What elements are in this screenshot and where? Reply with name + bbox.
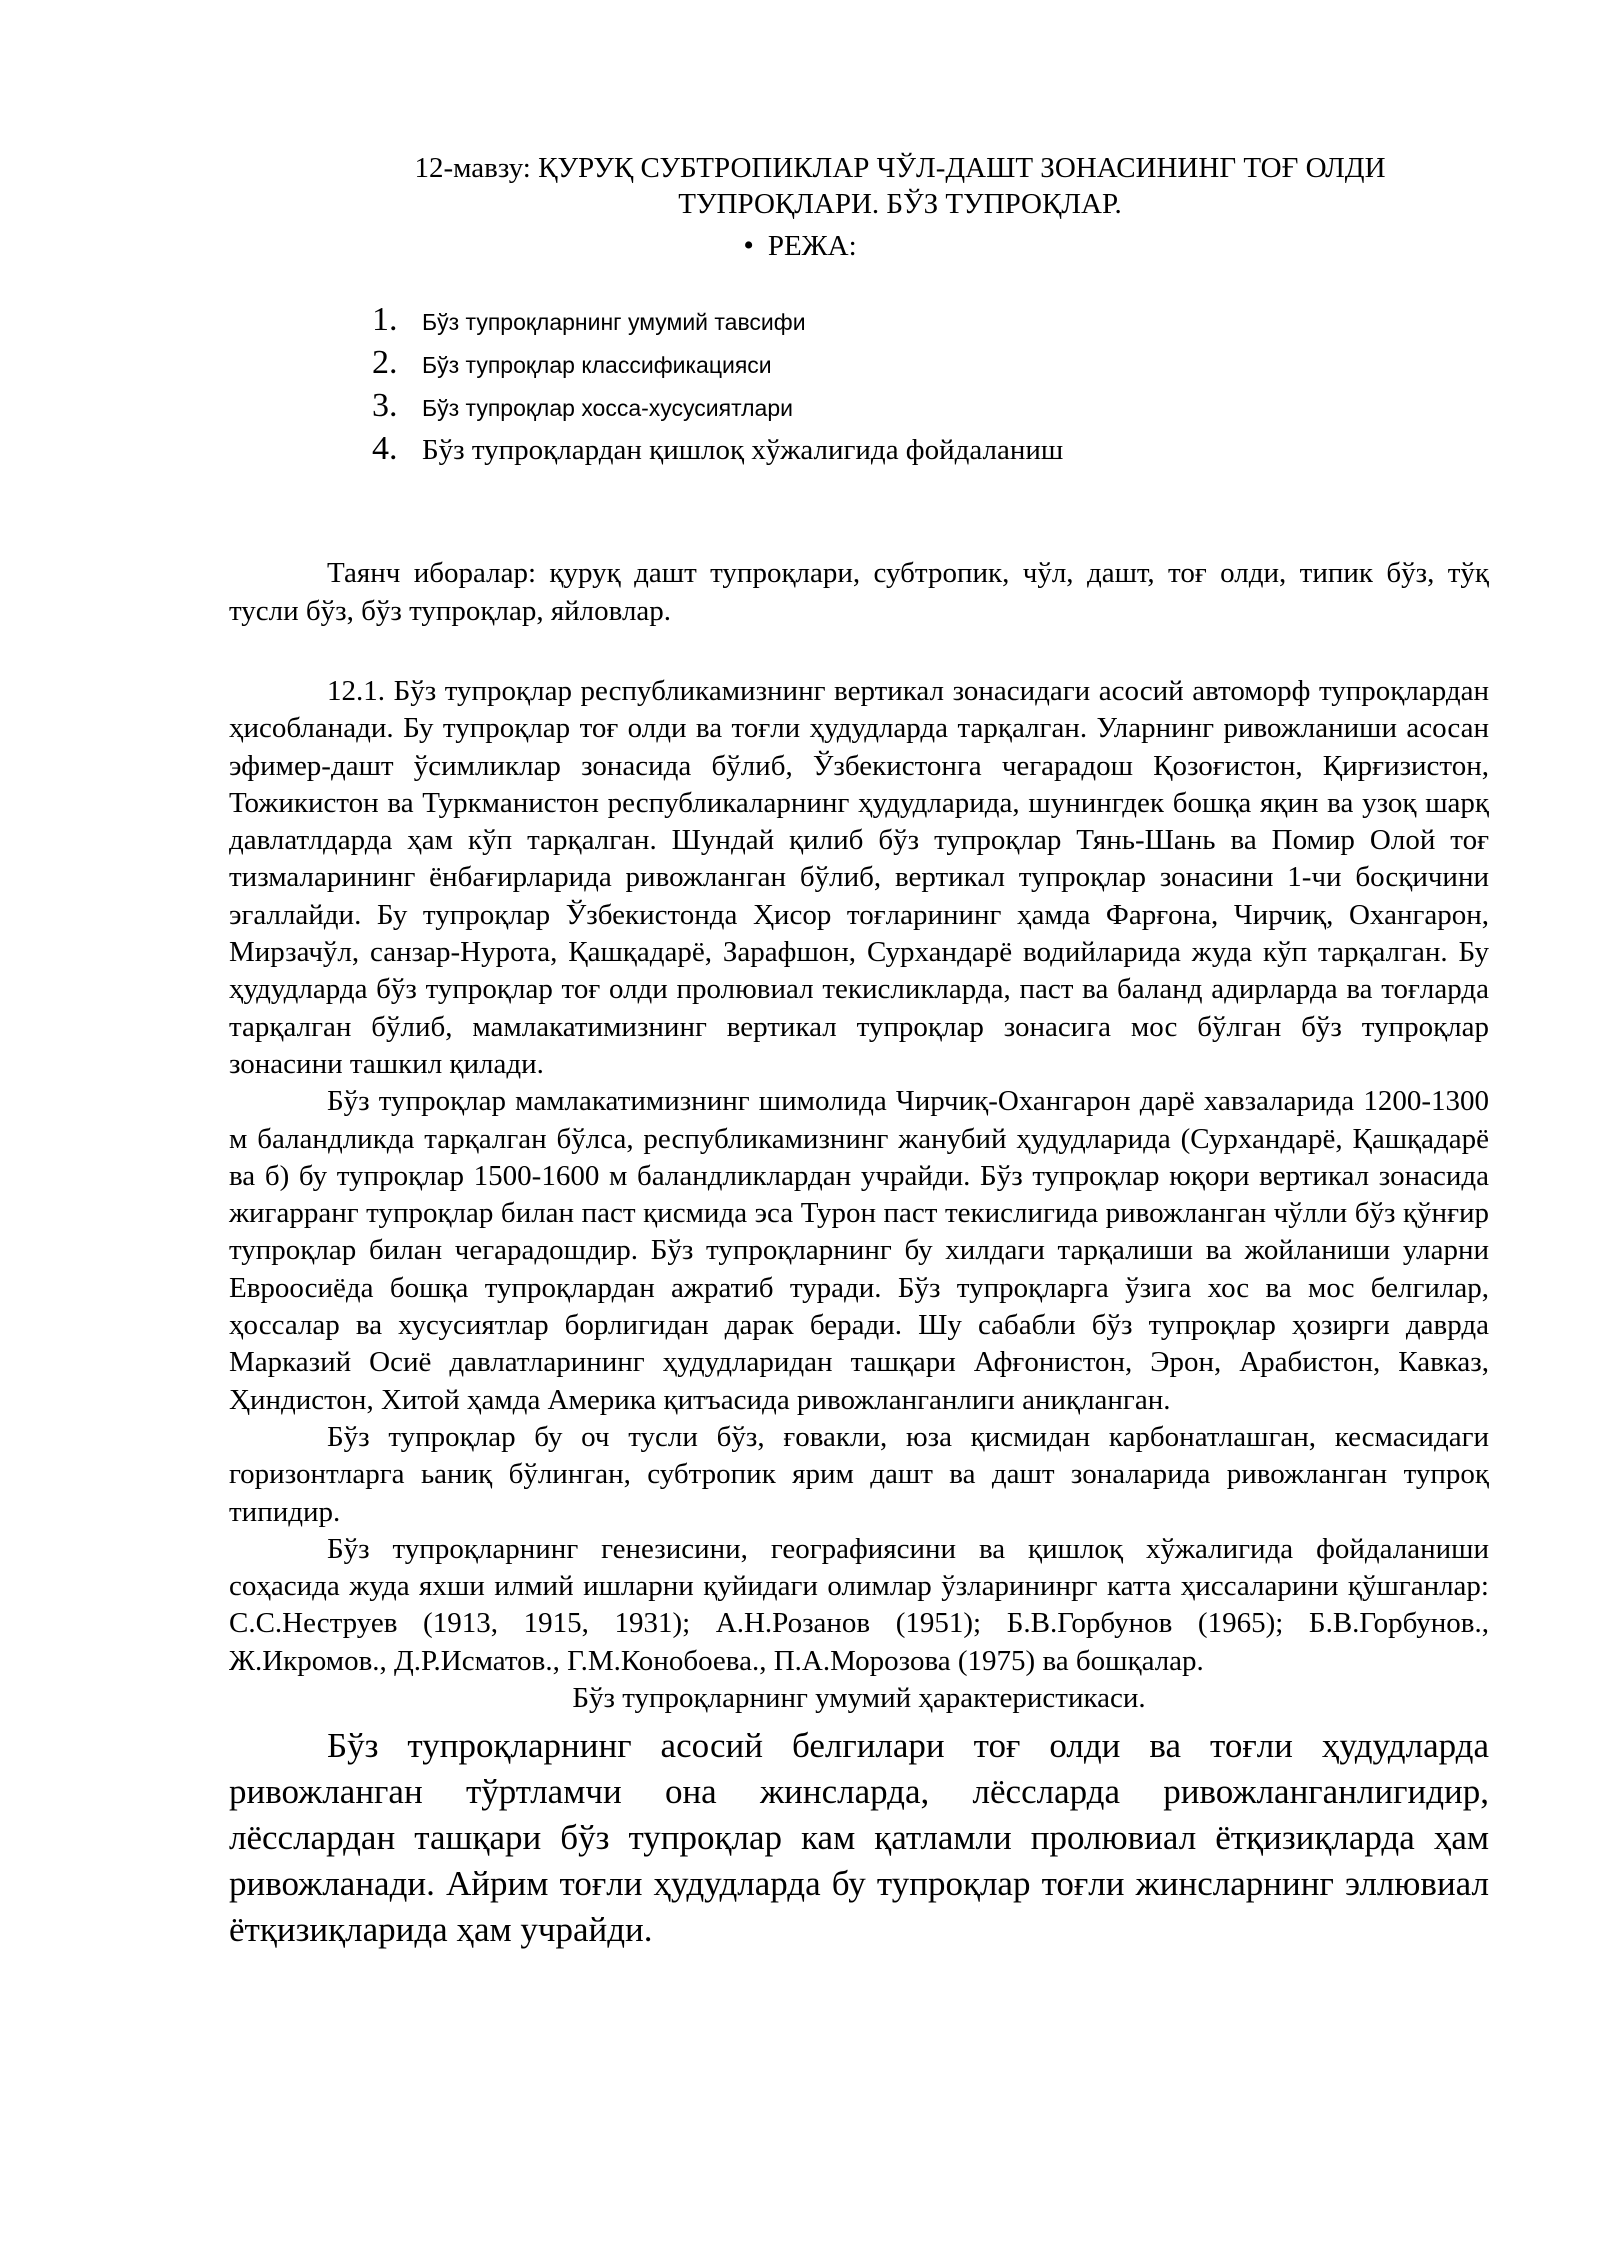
bullet-icon: • xyxy=(743,229,754,262)
plan-heading xyxy=(0,228,1600,264)
list-item-number: 4. xyxy=(372,430,398,467)
page-title xyxy=(300,150,1500,222)
title-line-2: ТУПРОҚЛАРИ. БЎЗ ТУПРОҚЛАР. xyxy=(678,188,1122,220)
list-item-text: Бўз тупроқлар классификацияси xyxy=(422,352,772,378)
list-item xyxy=(372,384,1063,427)
list-item-number: 1. xyxy=(372,301,398,338)
plan-list xyxy=(372,298,1063,470)
body-paragraph: Бўз тупроқлар мамлакатимизнинг шимолида Чирчиқ-Охангарон дарё хавзаларида 1200-1300 м баландликда тарқалган бўлса, республикамизнинг жанубий ҳудудларида (Сурхандарё, Қашқадарё ва б) бу тупроқлар 1500-1600 м баландликлардан учрайди. Бўз тупроқлар юқори вертикал зонасида жигарранг тупроқлар билан паст қисмида эса Турон паст текислигида ривожланган чўлли бўз қўнғир тупроқлар билан чегарадошдир. Бўз тупроқларнинг бу хилдаги тарқалиши ва жойланиши уларни Евроосиёда бошқа тупроқлардан ажратиб туради. Бўз тупроқларга ўзига хос ва мос белгилар, ҳоссалар ва хусусиятлар борлигидан дарак беради. Шу сабабли бўз тупроқлар ҳозирги даврда Марказий Осиё давлатларининг ҳудудларидан ташқари Афғонистон, Эрон, Арабистон, Кавказ, Ҳиндистон, Хитой ҳамда Америка қитъасида ривожланганлиги аниқланган. xyxy=(229,1085,1489,1416)
list-item xyxy=(372,427,1063,470)
list-item-number: 3. xyxy=(372,387,398,424)
body-paragraph: 12.1. Бўз тупроқлар республикамизнинг вертикал зонасидаги асосий автоморф тупроқлардан ҳисобланади. Бу тупроқлар тоғ олди ва тоғли ҳудудларда тарқалган. Уларнинг ривожланиши асосан эфимер-дашт ўсимликлар зонасида бўлиб, Ўзбекистонга чегарадош Қозоғистон, Қирғизистон, Тожикистон ва Туркманистон республикаларнинг ҳудудларида, шунингдек бошқа яқин ва узоқ шарқ давлатлдарда ҳам кўп тарқалган. Шундай қилиб бўз тупроқлар Тянь-Шань ва Помир Олой тоғ тизмаларининг ёнбағирларида ривожланган бўлиб, вертикал тупроқлар зонасини 1-чи босқичини эгаллайди. Бу тупроқлар Ўзбекистонда Ҳисор тоғларининг ҳамда Фарғона, Чирчиқ, Охангарон, Мирзачўл, санзар-Нурота, Қашқадарё, Зарафшон, Сурхандарё водийларида жуда кўп тарқалган. Бу ҳудудларда бўз тупроқлар тоғ олди пролювиал текисликларда, паст ва баланд адирларда ва тоғларда тарқалган бўлиб, мамлакатимизнинг вертикал тупроқлар зонасига мос бўлган бўз тупроқлар зонасини ташкил қилади. xyxy=(229,675,1489,1080)
section-body xyxy=(229,673,1489,1953)
list-item-number: 2. xyxy=(372,344,398,381)
body-paragraph-large: Бўз тупроқларнинг асосий белгилари тоғ олди ва тоғли ҳудудларда ривожланган тўртламчи она жинсларда, лёссларда ривожланганлигидир, лёсслардан ташқари бўз тупроқлар кам қатламли пролювиал ётқизиқларда ҳам ривожланади. Айрим тоғли ҳудудларда бу тупроқлар тоғли жинсларнинг эллювиал ётқизиқларида ҳам учрайди. xyxy=(229,1726,1489,1950)
list-item-text: Бўз тупроқларнинг умумий тавсифи xyxy=(422,309,806,335)
plan-heading-label: РЕЖА: xyxy=(767,230,857,262)
list-item-text: Бўз тупроқлардан қишлоқ хўжалигида фойдаланиш xyxy=(422,434,1064,466)
keywords-paragraph: Таянч иборалар: қуруқ дашт тупроқлари, субтропик, чўл, дашт, тоғ олди, типик бўз, тўқ тусли бўз, бўз тупроқлар, яйловлар. xyxy=(229,557,1489,627)
list-item-text: Бўз тупроқлар хосса-хусусиятлари xyxy=(422,395,793,421)
list-item xyxy=(372,341,1063,384)
list-item xyxy=(372,298,1063,341)
title-line-1: 12-мавзу: ҚУРУҚ СУБТРОПИКЛАР ЧЎЛ-ДАШТ ЗОНАСИНИНГ ТОҒ ОЛДИ xyxy=(414,152,1386,184)
body-paragraph: Бўз тупроқлар бу оч тусли бўз, ғовакли, юза қисмидан карбонатлашган, кесмасидаги горизонтларга ьаниқ бўлинган, субтропик ярим дашт ва дашт зоналарида ривожланган тупроқ типидир. xyxy=(229,1420,1489,1528)
keywords-block xyxy=(229,554,1489,630)
section-subheading: Бўз тупроқларнинг умумий ҳарактеристикаси. xyxy=(572,1682,1146,1715)
body-paragraph: Бўз тупроқларнинг генезисини, географиясини ва қишлоқ хўжалигида фойдаланиши соҳасида жуда яхши илмий ишларни қуйидаги олимлар ўзларининрг катта ҳиссаларини қўшганлар: С.С.Неструев (1913, 1915, 1931); А.Н.Розанов (1951); Б.В.Горбунов (1965); Б.В.Горбунов., Ж.Икромов., Д.Р.Исматов., Г.М.Конобоева., П.А.Морозова (1975) ва бошқалар. xyxy=(229,1532,1489,1677)
